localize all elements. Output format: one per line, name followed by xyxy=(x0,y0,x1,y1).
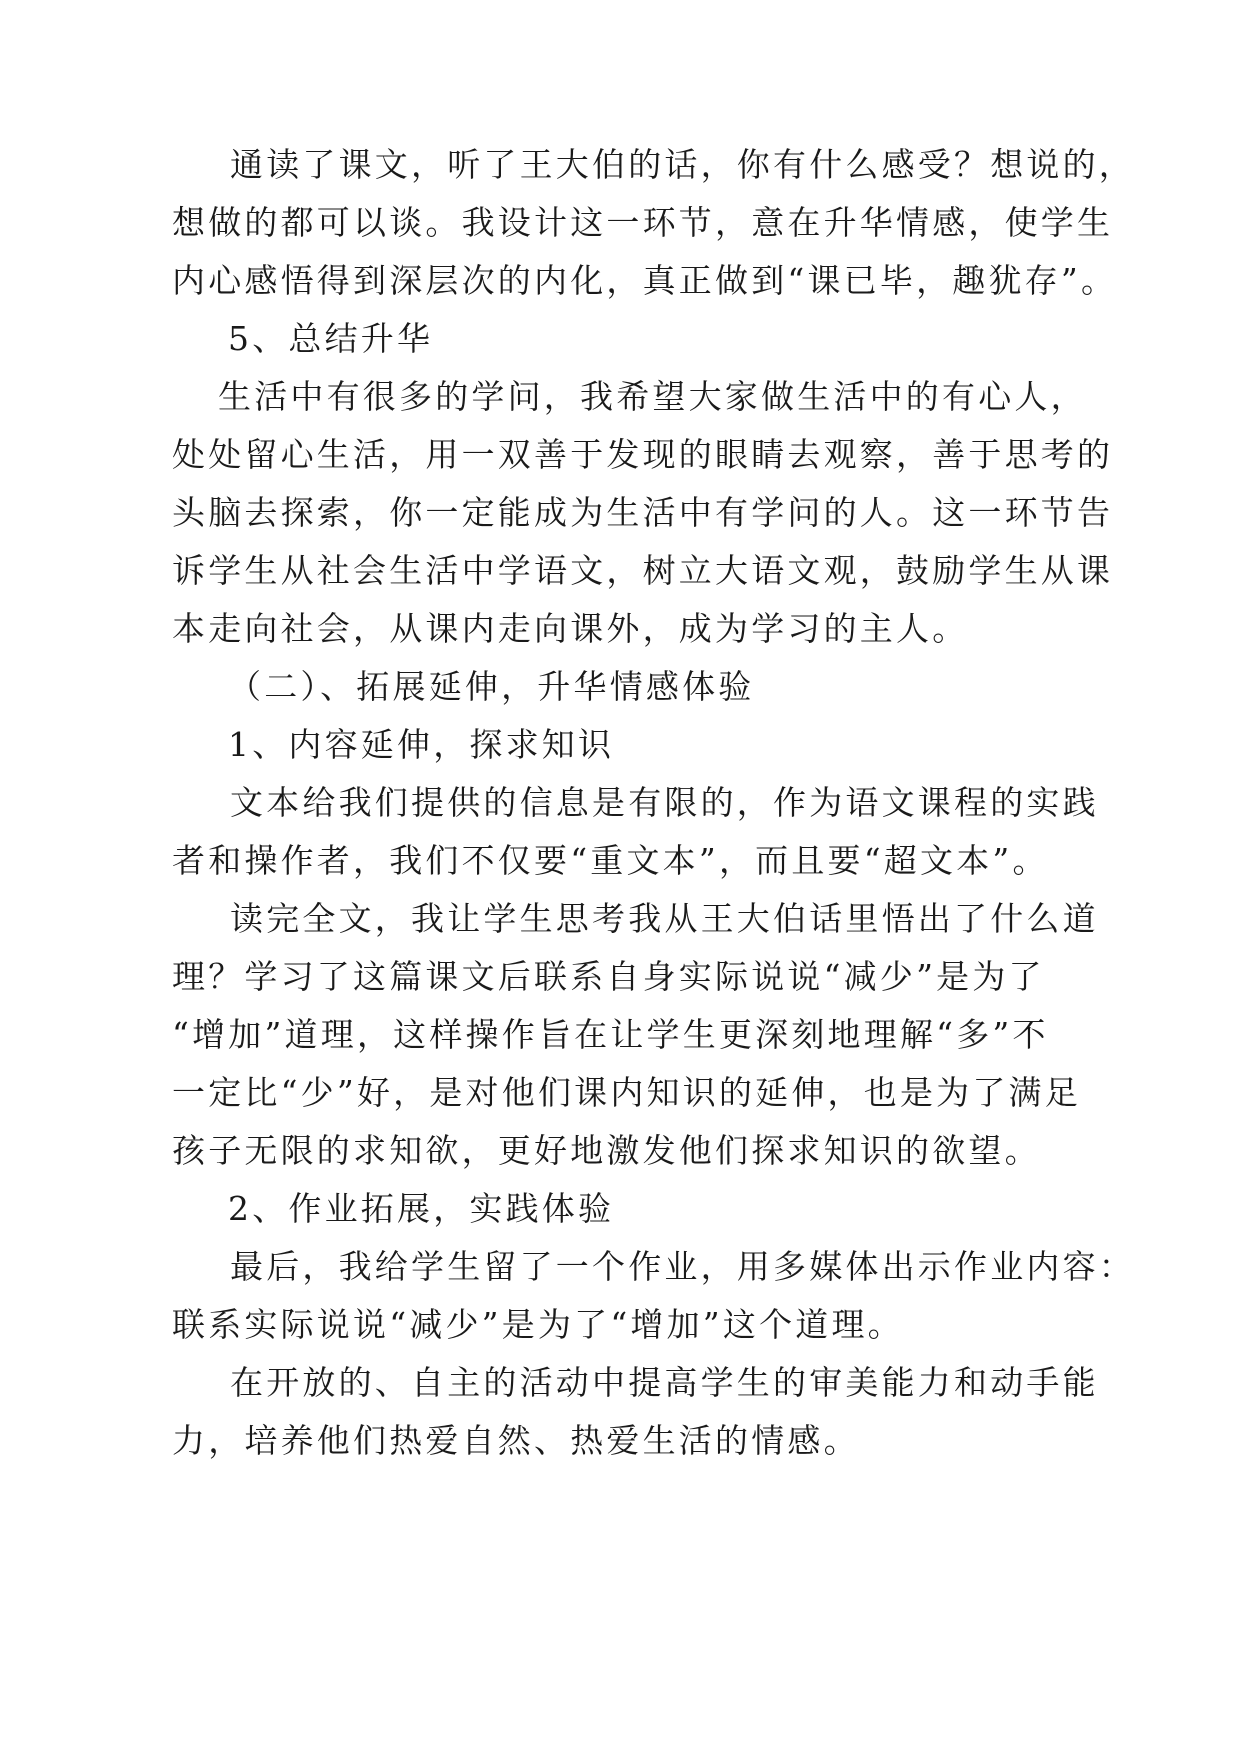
text-line: “增加”道理，这样操作旨在让学生更深刻地理解“多”不 xyxy=(172,1015,1049,1054)
text-line: 处处留心生活，用一双善于发现的眼睛去观察，善于思考的 xyxy=(172,435,1114,474)
text-line: 头脑去探索，你一定能成为生活中有学问的人。这一环节告 xyxy=(172,493,1114,532)
text-line: 诉学生从社会生活中学语文，树立大语文观，鼓励学生从课 xyxy=(172,551,1114,590)
section-heading: （二）、拓展延伸，升华情感体验 xyxy=(228,667,755,706)
text-line: 本走向社会，从课内走向课外，成为学习的主人。 xyxy=(172,609,969,648)
text-line: 生活中有很多的学问，我希望大家做生活中的有心人， xyxy=(218,377,1087,416)
text-line: 一定比“少”好，是对他们课内知识的延伸，也是为了满足 xyxy=(172,1073,1081,1112)
text-line: 者和操作者，我们不仅要“重文本”，而且要“超文本”。 xyxy=(172,841,1049,880)
text-line: 想做的都可以谈。我设计这一环节，意在升华情感，使学生 xyxy=(172,203,1114,242)
text-line: 联系实际说说“减少”是为了“增加”这个道理。 xyxy=(172,1305,904,1344)
subsection-heading: 2、作业拓展，实践体验 xyxy=(228,1189,615,1228)
section-heading: 5、总结升华 xyxy=(228,319,434,358)
text-line: 读完全文，我让学生思考我从王大伯话里悟出了什么道 xyxy=(230,899,1099,938)
text-line: 最后，我给学生留了一个作业，用多媒体出示作业内容： xyxy=(230,1247,1135,1286)
text-line: 文本给我们提供的信息是有限的，作为语文课程的实践 xyxy=(230,783,1099,822)
text-line: 通读了课文，听了王大伯的话，你有什么感受？想说的， xyxy=(230,145,1135,184)
subsection-heading: 1、内容延伸，探求知识 xyxy=(228,725,615,764)
text-line: 内心感悟得到深层次的内化，真正做到“课已毕，趣犹存”。 xyxy=(172,261,1118,300)
text-line: 理？学习了这篇课文后联系自身实际说说“减少”是为了 xyxy=(172,957,1045,996)
text-line: 在开放的、自主的活动中提高学生的审美能力和动手能 xyxy=(230,1363,1099,1402)
text-line: 孩子无限的求知欲，更好地激发他们探求知识的欲望。 xyxy=(172,1131,1041,1170)
text-line: 力，培养他们热爱自然、热爱生活的情感。 xyxy=(172,1421,860,1460)
